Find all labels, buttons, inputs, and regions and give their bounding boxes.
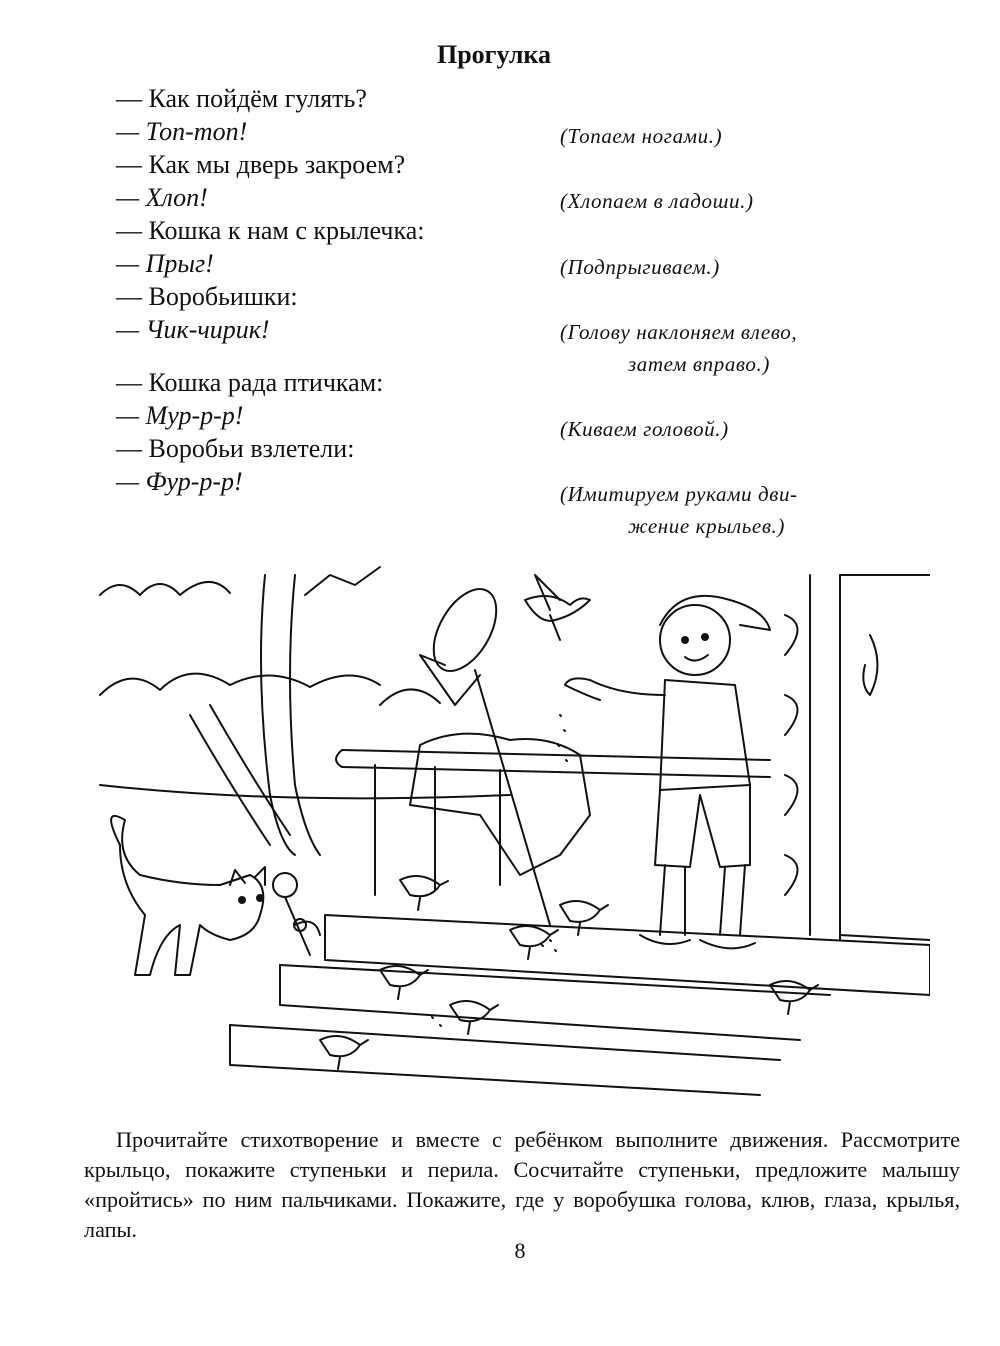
note-text: (Подпрыгиваем.) xyxy=(560,255,720,279)
net-hoop xyxy=(421,579,509,682)
poem-line: — Как мы дверь закроем? xyxy=(116,150,406,179)
note-text: (Хлопаем в ладоши.) xyxy=(560,189,754,213)
movement-note xyxy=(560,413,890,445)
movement-note xyxy=(560,120,890,152)
door-frame xyxy=(810,575,840,940)
page-number: 8 xyxy=(514,1238,526,1263)
cat-body xyxy=(111,816,263,975)
sparrow xyxy=(320,1036,368,1069)
poem-line: — Прыг! xyxy=(116,249,214,278)
bush-outline xyxy=(100,582,230,595)
poem xyxy=(116,82,556,498)
movement-note xyxy=(560,185,890,217)
note-text: затем вправо.) xyxy=(628,352,770,376)
sparrow xyxy=(560,901,608,935)
poem-line: — Воробьишки: xyxy=(116,282,298,311)
boy-shorts xyxy=(655,785,750,867)
note-text: (Киваем головой.) xyxy=(560,417,729,441)
boy-legs xyxy=(660,865,745,935)
step-edge xyxy=(230,1025,780,1060)
railing-end xyxy=(336,750,342,767)
page-title: Прогулка xyxy=(436,40,552,69)
flower-stem xyxy=(285,897,320,955)
boy-arm xyxy=(565,678,665,700)
instructions-text: Прочитайте стихотворение и вместе с ребёнком выполните движения. Рассмотрите крыльцо, покажите ступеньки и перила. Сосчитайте ступеньки, предложите малышу «пройтись» по ним пальчиками. Покажите, где у воробушка голова, клюв, глаза, крылья, лапы. xyxy=(84,1127,960,1242)
boy-mouth xyxy=(685,655,708,661)
porch-illustration xyxy=(80,555,930,1100)
boy-eye xyxy=(682,637,688,643)
poem-line: — Кошка к нам с крылечка: xyxy=(116,216,425,245)
boy-sandals xyxy=(640,935,755,948)
door-frame xyxy=(840,575,930,940)
poem-line: — Топ-топ! xyxy=(116,117,248,146)
bush-outline xyxy=(380,689,440,705)
movement-note xyxy=(560,251,890,283)
step-edge xyxy=(280,965,830,995)
step-edge xyxy=(280,965,800,1040)
note-text: (Голову наклоняем влево, xyxy=(560,320,798,344)
branch xyxy=(305,567,380,595)
ground-line xyxy=(100,785,510,798)
poem-line: — Чик-чирик! xyxy=(116,315,270,344)
poem-line: — Воробьи взлетели: xyxy=(116,434,355,463)
step-edge xyxy=(230,1025,760,1095)
cat-eye xyxy=(239,897,245,903)
poem-line: — Мур-р-р! xyxy=(116,401,244,430)
poem-line: — Фур-р-р! xyxy=(116,467,243,496)
net-handle xyxy=(475,670,550,925)
log-ends xyxy=(785,615,798,895)
flower xyxy=(273,873,297,897)
boy-eye xyxy=(702,634,708,640)
poem-line: — Хлоп! xyxy=(116,183,208,212)
movement-note xyxy=(560,478,890,542)
movement-note xyxy=(560,316,890,380)
railing-post xyxy=(375,765,500,895)
boy-shirt xyxy=(660,680,750,790)
door-handle xyxy=(863,635,877,695)
tree-trunk xyxy=(190,715,270,845)
sparrow xyxy=(510,926,558,959)
bush-outline xyxy=(100,674,380,695)
instructions-paragraph xyxy=(84,1125,960,1245)
sparrow xyxy=(400,876,448,910)
note-text: жение крыльев.) xyxy=(628,514,786,538)
poem-line: — Как пойдём гулять? xyxy=(116,84,367,113)
boy-cap xyxy=(660,596,770,630)
tree-trunk xyxy=(290,575,320,855)
poem-line: — Кошка рада птичкам: xyxy=(116,368,384,397)
cat-eye xyxy=(257,895,263,901)
sparrow-flying xyxy=(525,575,590,640)
boy-head xyxy=(660,605,730,675)
note-text: (Имитируем руками дви- xyxy=(560,482,798,506)
railing-top xyxy=(342,750,770,760)
railing-top xyxy=(342,767,770,777)
note-text: (Топаем ногами.) xyxy=(560,124,723,148)
